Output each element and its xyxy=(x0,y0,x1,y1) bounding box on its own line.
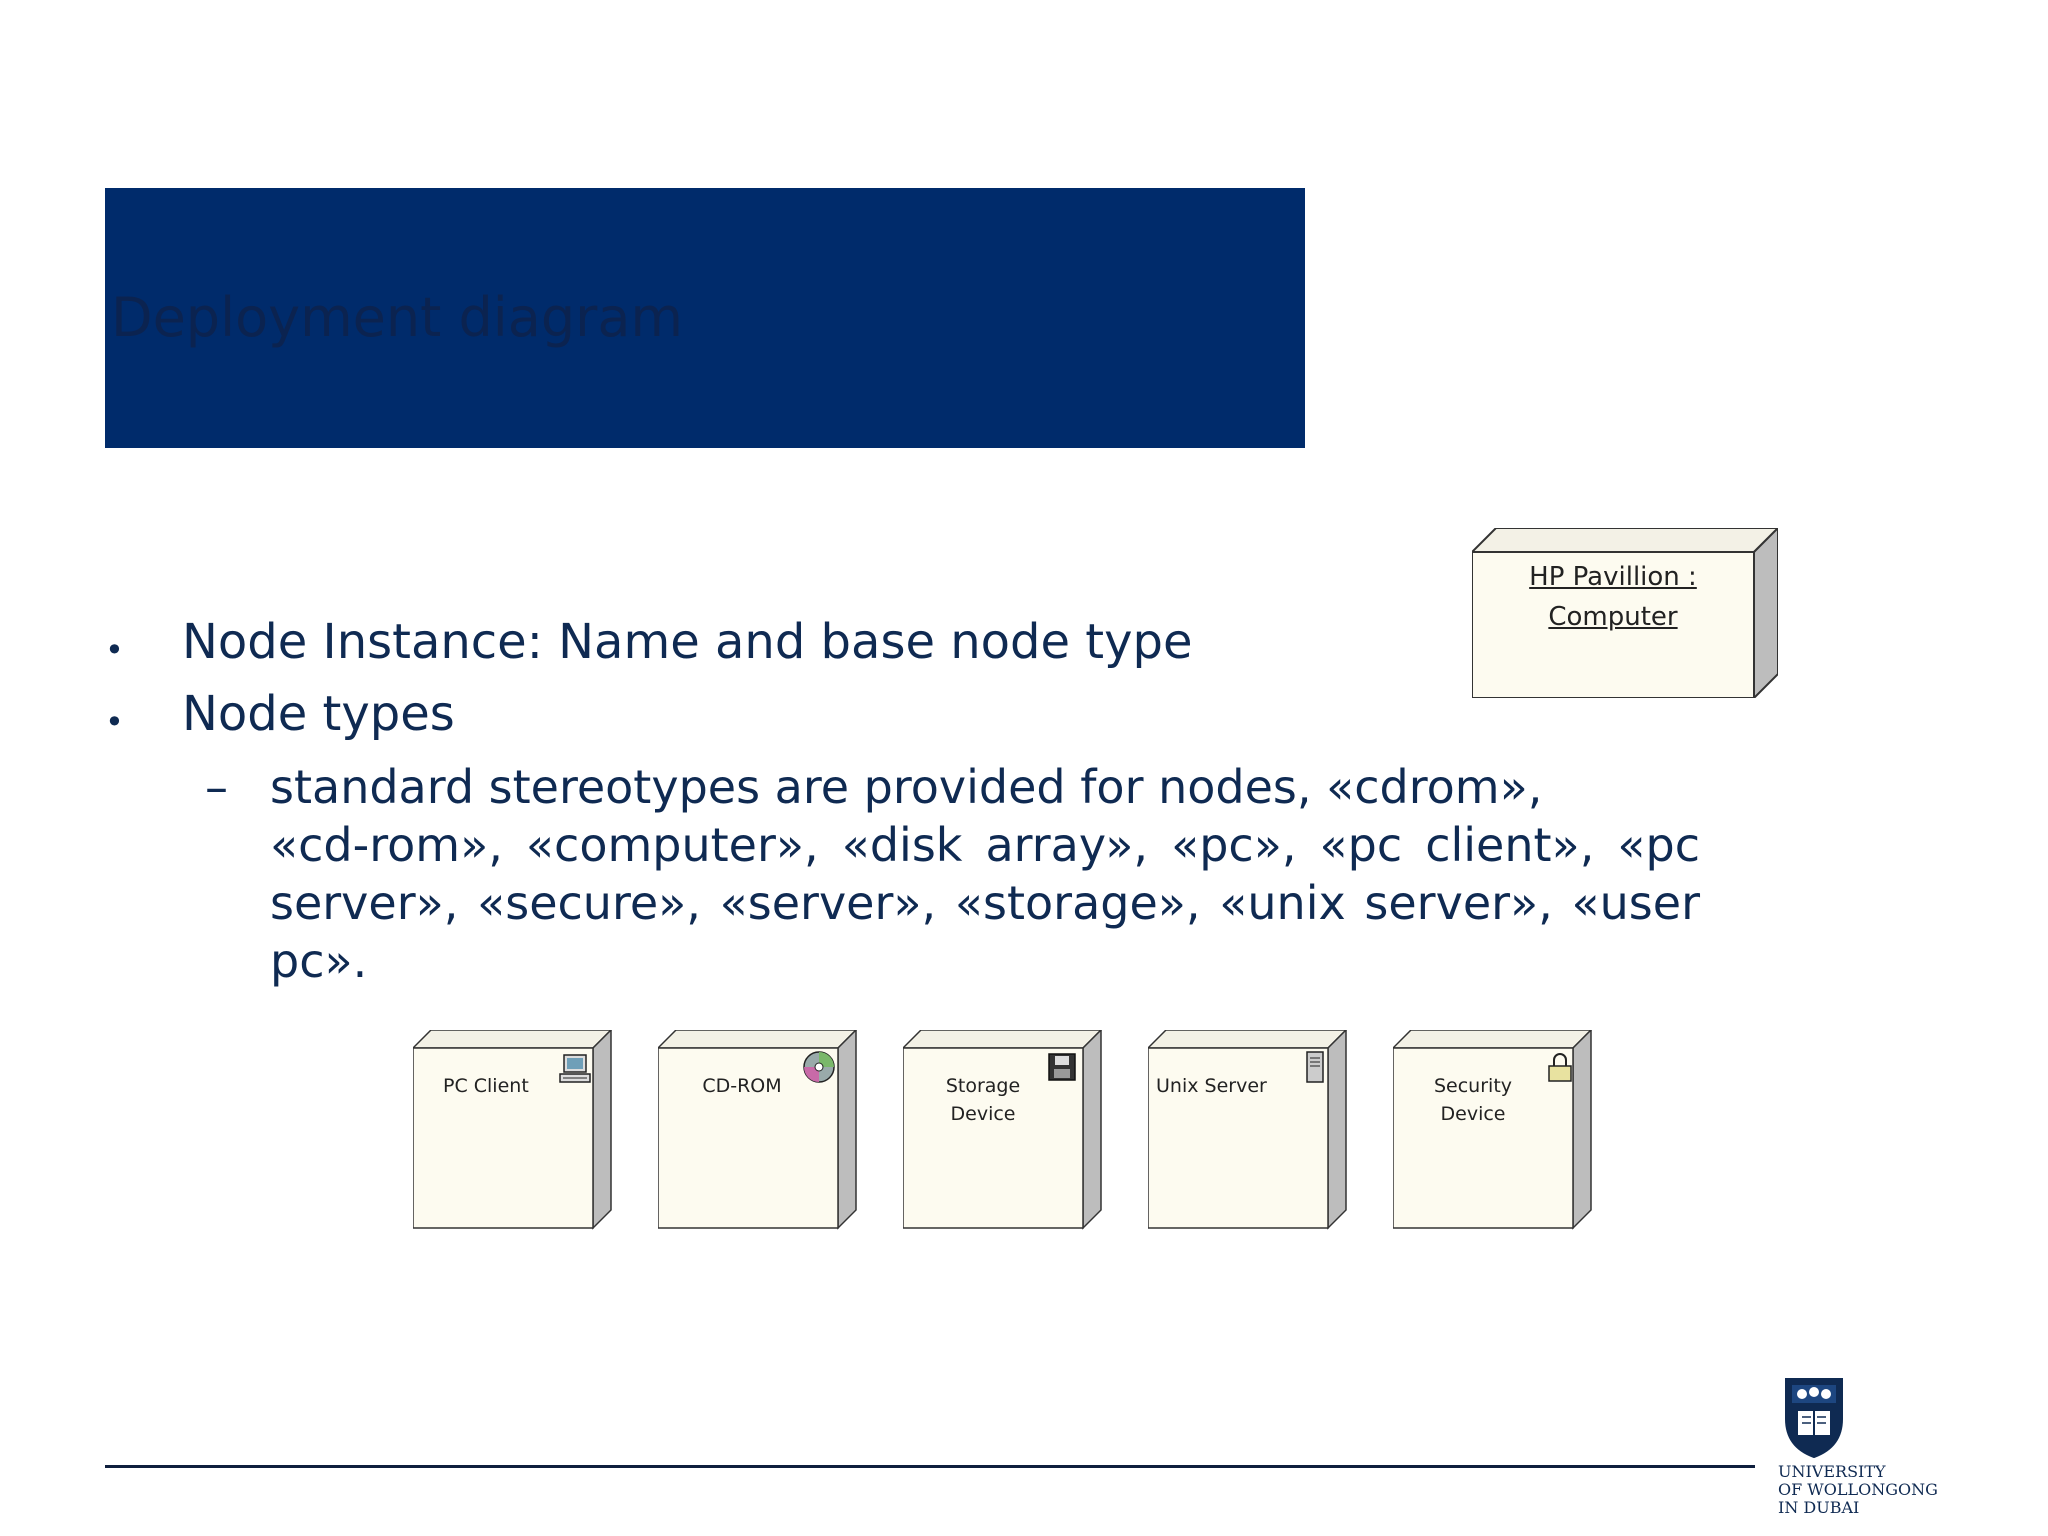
node-label: Device xyxy=(1440,1103,1506,1125)
sub-line: standard stereotypes are provided for nodes, «cdrom», xyxy=(270,760,1543,814)
node-label: Unix Server xyxy=(1156,1075,1267,1097)
node-label: Security xyxy=(1433,1075,1513,1097)
storage-icon xyxy=(1045,1050,1079,1084)
server-icon xyxy=(1298,1050,1332,1084)
hp-node-type: Computer xyxy=(1548,602,1678,632)
node-cd-rom xyxy=(658,1030,858,1230)
cdrom-icon xyxy=(802,1050,836,1084)
bullet-icon: • xyxy=(105,703,124,741)
bullet-text: Node types xyxy=(182,686,455,742)
logo-line: OF WOLLONGONG xyxy=(1778,1480,1938,1499)
node-storage-device xyxy=(903,1030,1103,1230)
dash-icon: – xyxy=(205,760,228,814)
footer-divider xyxy=(105,1465,1755,1468)
node-pc-client xyxy=(413,1030,613,1230)
node-label: PC Client xyxy=(443,1075,529,1097)
bullet-text: Node Instance: Name and base node type xyxy=(182,614,1193,670)
computer-icon xyxy=(558,1052,592,1086)
title-bar xyxy=(105,188,1305,448)
logo-line: IN DUBAI xyxy=(1778,1498,1860,1517)
node-label: CD-ROM xyxy=(702,1075,782,1097)
sub-line: pc». xyxy=(270,934,368,988)
university-logo xyxy=(1778,1375,2018,1525)
node-label: Storage xyxy=(945,1075,1021,1097)
lock-icon xyxy=(1543,1050,1577,1084)
node-security-device xyxy=(1393,1030,1593,1230)
hp-pavillion-node xyxy=(1472,528,1778,698)
node-types-row xyxy=(413,1030,1583,1235)
logo-text xyxy=(1778,1463,1938,1517)
bullet-icon: • xyxy=(105,631,124,669)
node-unix-server xyxy=(1148,1030,1348,1230)
sub-line: «cd-rom», «computer», «disk array», «pc», «pc client», «pc xyxy=(270,818,1700,872)
logo-line: UNIVERSITY xyxy=(1778,1462,1886,1481)
sub-line: server», «secure», «server», «storage», «unix server», «user xyxy=(270,876,1700,930)
node-label: Device xyxy=(950,1103,1016,1125)
slide-title: Deployment diagram xyxy=(111,286,684,349)
hp-node-name: HP Pavillion : xyxy=(1529,562,1697,592)
crest-icon xyxy=(1782,1375,1846,1459)
